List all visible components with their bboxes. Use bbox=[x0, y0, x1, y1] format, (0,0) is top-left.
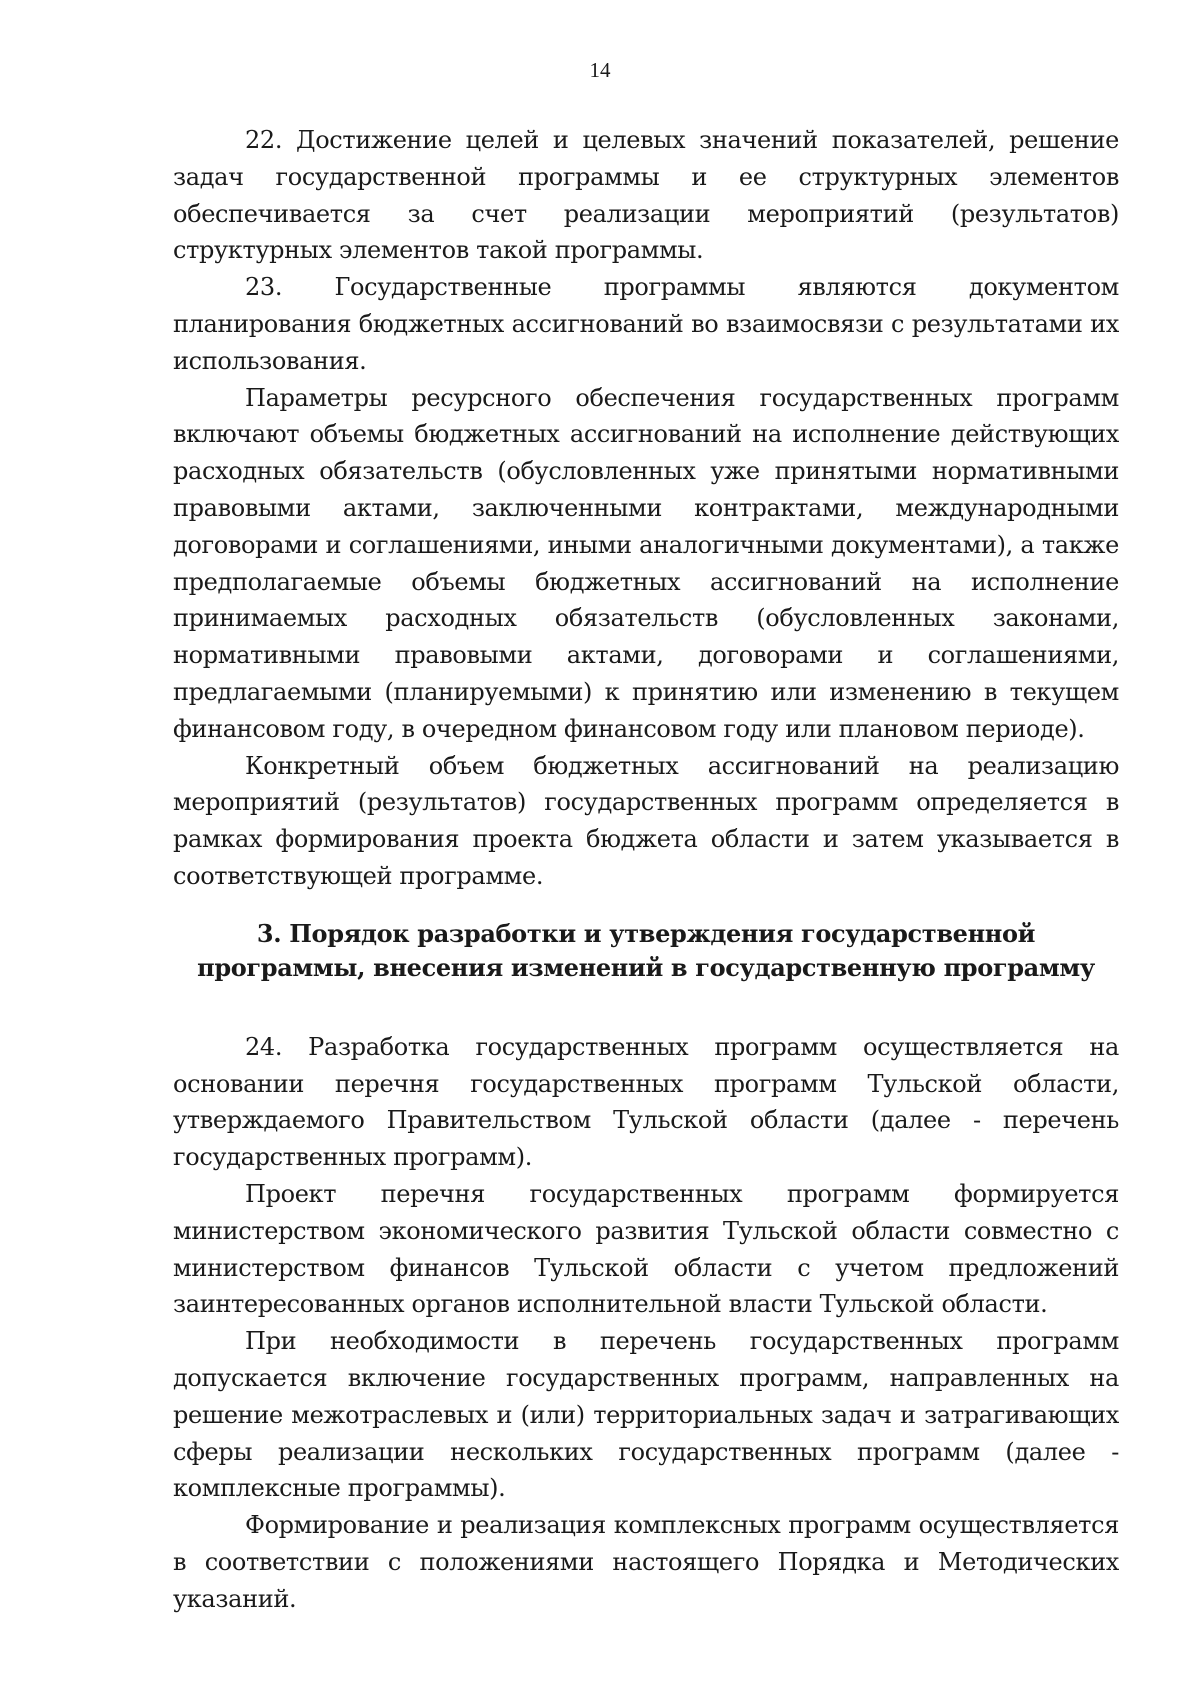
paragraph-22: 22. Достижение целей и целевых значений показателей, решение задач государственной программы и ее структурных элементов обеспечивается за счет реализации мероприятий (результатов) структурных элементов такой программы. bbox=[173, 126, 1119, 265]
document-body bbox=[173, 122, 1119, 1617]
page-number: 14 bbox=[589, 58, 611, 82]
section-heading-line-1: 3. Порядок разработки и утверждения государственной bbox=[256, 918, 1036, 948]
section-heading-line-2: программы, внесения изменений в государственную программу bbox=[197, 952, 1095, 982]
section-heading bbox=[173, 917, 1119, 985]
paragraph-23: 23. Государственные программы являются документом планирования бюджетных ассигнований во взаимосвязи с результатами их использования. bbox=[173, 273, 1119, 375]
paragraph-specific-volume: Конкретный объем бюджетных ассигнований на реализацию мероприятий (результатов) государственных программ определяется в рамках формирования проекта бюджета области и затем указывается в соответствующей программе. bbox=[173, 751, 1119, 890]
paragraph-24: 24. Разработка государственных программ осуществляется на основании перечня государственных программ Тульской области, утверждаемого Правительством Тульской области (далее - перечень государственных программ). bbox=[173, 1032, 1119, 1172]
paragraph-complex-programs-inclusion: При необходимости в перечень государственных программ допускается включение государственных программ, направленных на решение межотраслевых и (или) территориальных задач и затрагивающих сферы реализации нескольких государственных программ (далее - комплексные программы). bbox=[173, 1327, 1119, 1503]
paragraph-complex-programs-implementation: Формирование и реализация комплексных программ осуществляется в соответствии с положениями настоящего Порядка и Методических указаний. bbox=[173, 1511, 1119, 1613]
paragraph-draft-list: Проект перечня государственных программ формируется министерством экономического развития Тульской области совместно с министерством финансов Тульской области с учетом предложений заинтересованных органов исполнительной власти Тульской области. bbox=[173, 1179, 1119, 1319]
paragraph-resource-parameters: Параметры ресурсного обеспечения государственных программ включают объемы бюджетных ассигнований на исполнение действующих расходных обязательств (обусловленных уже принятыми нормативными правовыми актами, заключенными контрактами, международными договорами и соглашениями, иными аналогичными документами), а также предполагаемые объемы бюджетных ассигнований на исполнение принимаемых расходных обязательств (обусловленных законами, нормативными правовыми актами, договорами и соглашениями, предлагаемыми (планируемыми) к принятию или изменению в текущем финансовом году, в очередном финансовом году или плановом периоде). bbox=[173, 383, 1119, 743]
